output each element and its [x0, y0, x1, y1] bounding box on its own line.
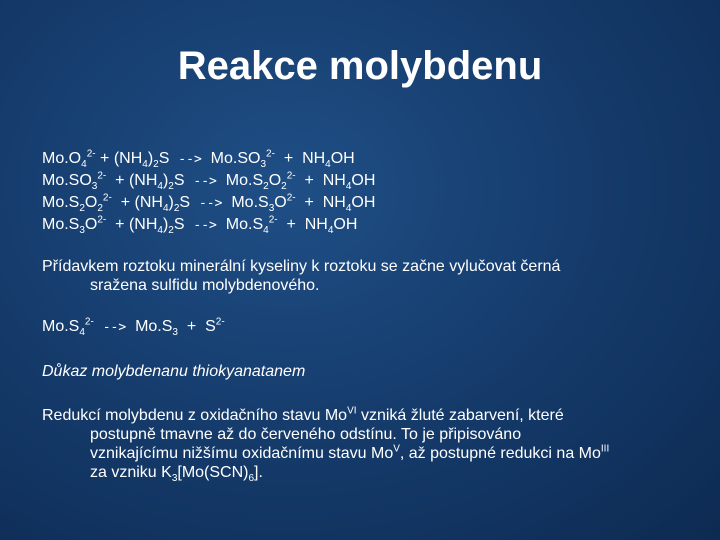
arrow-icon: --> [193, 174, 217, 189]
arrow-icon: --> [178, 152, 202, 167]
arrow-icon: --> [102, 320, 127, 335]
equation-5: $Mo.S_4^{2-}$ --> $Mo.S_3 + S^{2-}$ [42, 316, 225, 339]
section-heading: Důkaz molybdenanu thiokyanatanem [42, 363, 306, 380]
arrow-icon: --> [193, 218, 217, 233]
equation-2: $Mo.SO_3^{2-} + (NH_4)_2S$ --> $Mo.S_2O_2^{2-} + NH_4OH$ [42, 170, 376, 193]
equation-1: $Mo.O_4^{2-} + (NH_4)_2S$ --> $Mo.SO_3^{2-} + NH_4OH$ [42, 148, 355, 171]
arrow-icon: --> [198, 196, 223, 211]
equations-block [42, 148, 375, 236]
slide-title: Reakce molybdenu [177, 44, 543, 88]
paragraph-reduction: Redukcí molybdenu z oxidačního stavu $Mo^{VI}$ vzniká žluté zabarvení, které postupně tmavne až do červeného odstínu. To je připisováno vznikajícímu nižšímu oxidačnímu stavu $Mo^V$, až postupné redukci na $Mo^{III}$ za vzniku $K_3[Mo(SCN)_6]$. [42, 405, 610, 485]
paragraph-precipitation: Přídavkem roztoku minerální kyseliny k roztoku se začne vylučovat černá sražena sulfidu molybdenového. [42, 258, 561, 294]
equation-3: $Mo.S_2O_2^{2-} + (NH_4)_2S$ --> $Mo.S_3O^{2-} + NH_4OH$ [42, 192, 376, 215]
equation-4: $Mo.S_3O^{2-} + (NH_4)_2S$ --> $Mo.S_4^{2-} + NH_4OH$ [42, 214, 358, 237]
